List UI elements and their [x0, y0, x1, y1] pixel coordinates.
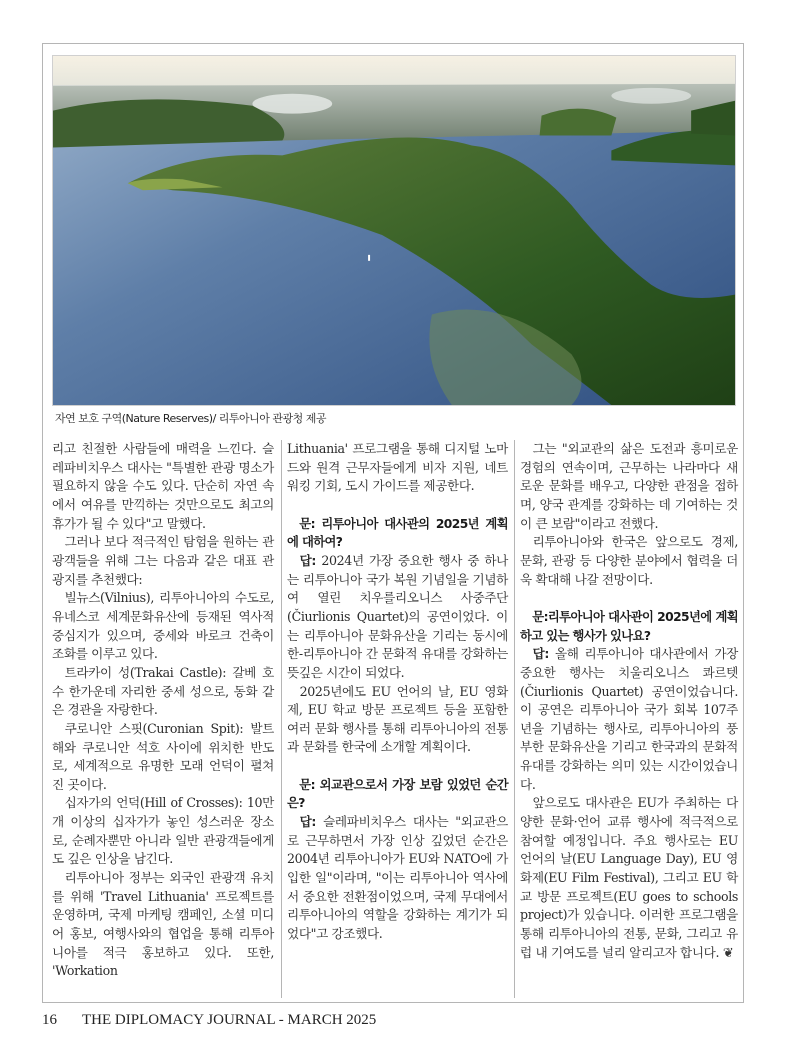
answer-label: 답:	[299, 814, 317, 830]
end-mark-icon: ❦	[722, 945, 734, 961]
interview-question: 문: 외교관으로서 가장 보람 있었던 순간은?	[287, 777, 508, 811]
paragraph: 리고 친절한 사람들에 매력을 느낀다. 슬레파비치우스 대사는 "특별한 관광 명소가 필요하지 않을 수도 있다. 단순히 자연 속에서 여유를 만끽하는 것만으로도 최고의 휴가가 될 수 있다"고 말했다.	[52, 441, 274, 531]
answer-text: 슬레파비치우스 대사는 "외교관으로 근무하면서 가장 인상 깊었던 순간은 2004년 리투아니아가 EU와 NATO에 가입한 일"이라며, "이는 리투아니아 역사에서 중요한 전환점이었으며, 국제 무대에서 리투아니아의 역할을 강화하는 계기가 되었다"고 강조했다.	[287, 814, 508, 942]
paragraph: Lithuania' 프로그램을 통해 디지털 노마드와 원격 근무자들에게 비자 지원, 네트워킹 기회, 도시 가이드를 제공한다.	[287, 441, 508, 494]
paragraph: 십자가의 언덕(Hill of Crosses): 10만 개 이상의 십자가가 놓인 성스러운 장소로, 순례자뿐만 아니라 일반 관광객들에게도 깊은 인상을 남긴다.	[52, 795, 274, 867]
interview-question: 문:리투아니아 대사관이 2025년에 계획하고 있는 행사가 있나요?	[520, 609, 738, 643]
paragraph	[520, 794, 738, 963]
answer-text: 2024년 가장 중요한 행사 중 하나는 리투아니아 국가 복원 기념일을 기념하여 열린 치우를리오니스 사중주단(Čiurlionis Quartet)의 공연이었다. 이는 리투아니아 문화유산을 기리는 동시에 한-리투아니아 간 문화적 유대를 강화하는 뜻깊은 시간이 되었다.	[287, 552, 508, 680]
paragraph: 리투아니아와 한국은 앞으로도 경제, 문화, 관광 등 다양한 분야에서 협력을 더욱 확대해 나갈 전망이다.	[520, 534, 738, 587]
paragraph: 트라카이 성(Trakai Castle): 갈베 호수 한가운데 자리한 중세 성으로, 동화 같은 경관을 자랑한다.	[52, 664, 274, 718]
publication-title: THE DIPLOMACY JOURNAL - MARCH 2025	[82, 1012, 377, 1028]
interview-question: 문: 리투아니아 대사관의 2025년 계획에 대하여?	[287, 516, 508, 550]
page-number: 16	[42, 1012, 57, 1028]
interview-answer	[287, 552, 508, 683]
answer-label: 답:	[299, 552, 317, 568]
photo-illustration	[53, 56, 735, 405]
paragraph: 그러나 보다 적극적인 탐험을 원하는 관광객들을 위해 그는 다음과 같은 대표 관광지를 추천했다:	[52, 534, 274, 587]
photo-caption: 자연 보호 구역(Nature Reserves)/ 리투아니아 관광청 제공	[55, 412, 327, 425]
paragraph: 2025년에도 EU 언어의 날, EU 영화제, EU 학교 방문 프로젝트 등을 포함한 여러 문화 행사를 통해 리투아니아의 전통과 문화를 한국에 소개할 계획이다.	[287, 683, 508, 755]
interview-answer	[287, 813, 508, 944]
page-footer	[42, 1012, 376, 1029]
article-column-1	[52, 440, 274, 981]
column-divider	[514, 440, 515, 998]
answer-label: 답:	[532, 646, 550, 662]
paragraph: 리투아니아 정부는 외국인 관광객 유치를 위해 'Travel Lithuania' 프로젝트를 운영하며, 국제 마케팅 캠페인, 소셜 미디어 홍보, 여행사와의 협업을 통해 리투아니아를 적극 홍보하고 있다. 또한, 'Workation	[52, 870, 274, 979]
lake-landscape-photo	[52, 55, 736, 406]
paragraph: 빌뉴스(Vilnius), 리투아니아의 수도로, 유네스코 세계문화유산에 등재된 역사적 중심지가 있으며, 중세와 바로크 건축이 조화를 이루고 있다.	[52, 590, 274, 662]
paragraph-text: 앞으로도 대사관은 EU가 주최하는 다양한 문화·언어 교류 행사에 적극적으로 참여할 예정입니다. 주요 행사로는 EU 언어의 날(EU Language Day), EU 영화제(EU Film Festival), 그리고 EU 학교 방문 프로젝트(EU goes to schools project)가 있습니다. 이러한 프로그램을 통해 리투아니아의 전통, 문화, 그리고 유럽 내 기여도를 널리 알리고자 합니다.	[520, 795, 738, 960]
paragraph: 그는 "외교관의 삶은 도전과 흥미로운 경험의 연속이며, 근무하는 나라마다 새로운 문화를 배우고, 다양한 관점을 접하며, 양국 관계를 강화하는 데 기여하는 것이 큰 보람"이라고 전했다.	[520, 441, 738, 531]
answer-text: 올해 리투아니아 대사관에서 가장 중요한 행사는 치울리오니스 콰르텟(Čiurlionis Quartet) 공연이었습니다. 이 공연은 리투아니아 국가 회복 107주년을 기념하는 행사로, 리투아니아의 풍부한 문화유산을 기리고 한국과의 문화적 유대를 강화하는 의미 있는 시간이었습니다.	[520, 646, 738, 792]
column-divider	[281, 440, 282, 998]
article-column-3	[520, 440, 738, 963]
interview-answer	[520, 645, 738, 794]
article-column-2	[287, 440, 508, 944]
paragraph: 쿠로니안 스핏(Curonian Spit): 발트해와 쿠로니안 석호 사이에 위치한 반도로, 세계적으로 유명한 모래 언덕이 펼쳐진 곳이다.	[52, 720, 274, 792]
